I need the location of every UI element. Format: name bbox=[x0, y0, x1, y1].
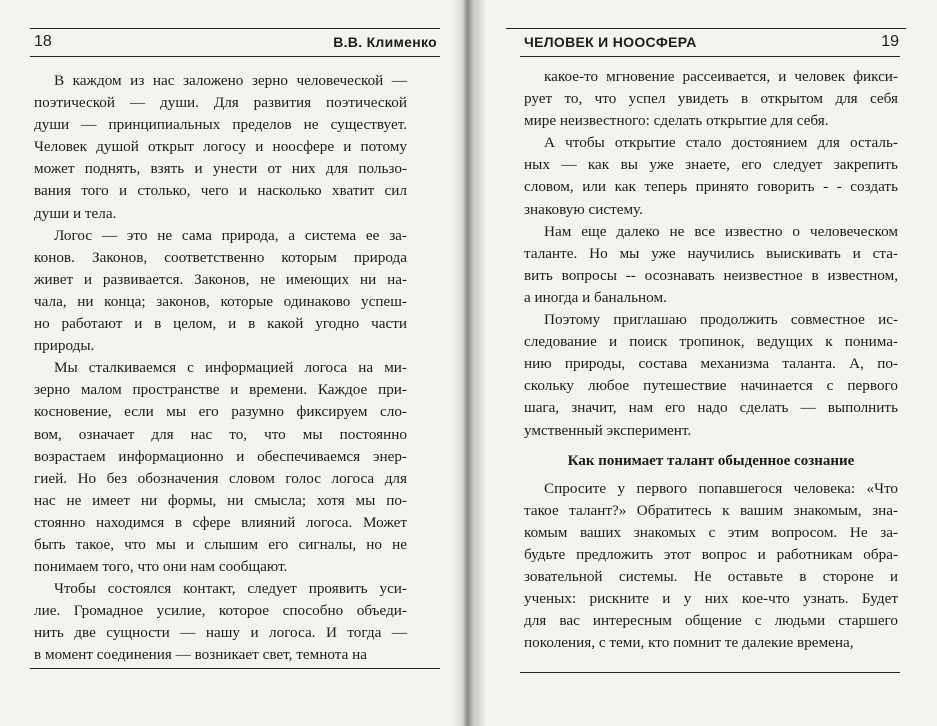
text-line: вания того и столько, чего и насколько хватит сил bbox=[34, 182, 407, 200]
text-line: Поэтому приглашаю продолжить совместное ис- bbox=[544, 311, 898, 329]
text-line: мире неизвестного: сделать открытие для себя. bbox=[524, 112, 829, 130]
text-line: знаковую систему. bbox=[524, 200, 643, 218]
text-line: Логос — это не сама природа, а система ее за- bbox=[54, 226, 407, 244]
text-line: А чтобы открытие стало достоянием для осталь- bbox=[544, 134, 898, 152]
text-line: конов. Законов, соответственно которым природа bbox=[34, 248, 407, 266]
text-line: Мы сталкиваемся с информацией логоса на ми- bbox=[54, 359, 407, 377]
paragraph bbox=[34, 578, 407, 666]
header-rule-left bbox=[30, 56, 440, 57]
text-line: нас не имеет ни формы, ни смысла; хотя мы по- bbox=[34, 491, 407, 509]
text-line: таланте. Но мы уже научились выискивать и ста- bbox=[524, 244, 898, 262]
text-line: может поднять, взять и унести от них для пользо- bbox=[34, 160, 407, 178]
left-page bbox=[0, 0, 455, 726]
text-line: души — принципиальных пределов не существует. bbox=[34, 116, 407, 134]
text-line: гией. Но без обозначения словом голос логоса для bbox=[34, 469, 407, 487]
text-line: такое талант?» Обратитесь к вашим знакомым, зна- bbox=[524, 501, 898, 519]
top-rule-left bbox=[30, 28, 440, 29]
page-number-right: 19 bbox=[881, 33, 899, 50]
text-line: понимаем того, что они нам сообщают. bbox=[34, 558, 288, 576]
text-line: лие. Громадное усилие, которое способно объеди- bbox=[34, 602, 407, 620]
text-line: В каждом из нас заложено зерно человеческой — bbox=[54, 72, 407, 89]
paragraph bbox=[524, 66, 898, 132]
running-head-title: ЧЕЛОВЕК И НООСФЕРА bbox=[524, 34, 697, 50]
text-line: стоянно находимся в сфере влияний логоса. Может bbox=[34, 513, 407, 531]
text-line: быть такое, что мы и слышим его сигналы, но не bbox=[34, 535, 407, 553]
text-line: умственный эксперимент. bbox=[524, 421, 692, 439]
paragraph bbox=[34, 70, 407, 225]
text-line: рует то, что успел увидеть в открытом для себя bbox=[524, 90, 898, 108]
paragraph bbox=[524, 221, 898, 309]
text-line: для вас интересным общение с людьми старшего bbox=[524, 612, 898, 630]
text-line: зерно малом пространстве и времени. Каждое при- bbox=[34, 381, 407, 399]
text-line: ных — как вы уже знаете, его следует закрепить bbox=[524, 156, 898, 174]
top-rule-right bbox=[506, 28, 906, 29]
text-line: какое-то мгновение рассеивается, и человек фикси- bbox=[544, 68, 898, 85]
text-line: будьте предложить этот вопрос и работникам обра- bbox=[524, 545, 898, 563]
header-rule-right bbox=[520, 56, 900, 57]
paragraph bbox=[34, 225, 407, 358]
paragraph bbox=[524, 478, 898, 655]
text-line: вом, означает для нас то, что мы постоянно bbox=[34, 425, 407, 443]
text-line: природы. bbox=[34, 337, 95, 355]
text-line: в момент соединения — возникает свет, темнота на bbox=[34, 646, 367, 664]
bottom-rule-right bbox=[520, 672, 900, 673]
text-line: Человек душой открыт логосу и ноосфере и потому bbox=[34, 138, 407, 156]
text-line: души и тела. bbox=[34, 204, 117, 222]
right-page-text bbox=[524, 66, 898, 654]
text-line: скольку любое путешествие начинается с первого bbox=[524, 377, 898, 395]
paragraph bbox=[524, 309, 898, 442]
text-line: но работают и в целом, и в какой угодно части bbox=[34, 315, 407, 333]
text-line: Нам еще далеко не все известно о человеческом bbox=[544, 222, 898, 240]
text-line: комым ваших знакомых с этим вопросом. Не за- bbox=[524, 523, 898, 541]
text-line: ученых: рискните и у них кое-что узнать. Будет bbox=[524, 590, 898, 608]
left-page-text bbox=[34, 70, 407, 667]
paragraph bbox=[34, 357, 407, 578]
text-line: живет и развивается. Законов, не имеющих ни на- bbox=[34, 270, 407, 288]
text-line: шага, значит, нам его надо сделать — выполнить bbox=[524, 399, 898, 417]
text-line: зовательной системы. Не оставьте в стороне и bbox=[524, 568, 898, 586]
text-line: поколения, с теми, кто помнит те далекие времена, bbox=[524, 634, 854, 652]
text-line: косновение, если мы его разумно фиксируем сло- bbox=[34, 403, 407, 421]
text-line: вить вопросы -- осознавать неизвестное в известном, bbox=[524, 266, 898, 284]
running-head-author: В.В. Клименко bbox=[333, 34, 437, 50]
text-line: Чтобы состоялся контакт, следует проявить уси- bbox=[54, 580, 407, 598]
text-line: а иногда и банальном. bbox=[524, 288, 667, 306]
text-line: чала, ни конца; законов, которые одинаково успеш- bbox=[34, 292, 407, 310]
text-line: возрастаем информационно и обеспечиваемся энер- bbox=[34, 447, 407, 465]
right-page bbox=[486, 0, 937, 726]
text-line: нию природы, состава механизма таланта. А, по- bbox=[524, 355, 898, 373]
page-number-left: 18 bbox=[34, 33, 52, 50]
bottom-rule-left bbox=[30, 668, 440, 669]
text-line: словом, или как теперь принято говорить - - создать bbox=[524, 178, 898, 196]
text-line: Спросите у первого попавшегося человека: «Что bbox=[544, 479, 898, 497]
text-line: следование и поиск тропинок, ведущих к понима- bbox=[524, 333, 898, 351]
section-subheading: Как понимает талант обыденное сознание bbox=[567, 452, 855, 469]
text-line: нить две сущности — нашу и логоса. И тогда — bbox=[34, 624, 407, 642]
book-gutter bbox=[452, 0, 486, 726]
paragraph bbox=[524, 132, 898, 220]
text-line: поэтической — души. Для развития поэтической bbox=[34, 94, 407, 112]
